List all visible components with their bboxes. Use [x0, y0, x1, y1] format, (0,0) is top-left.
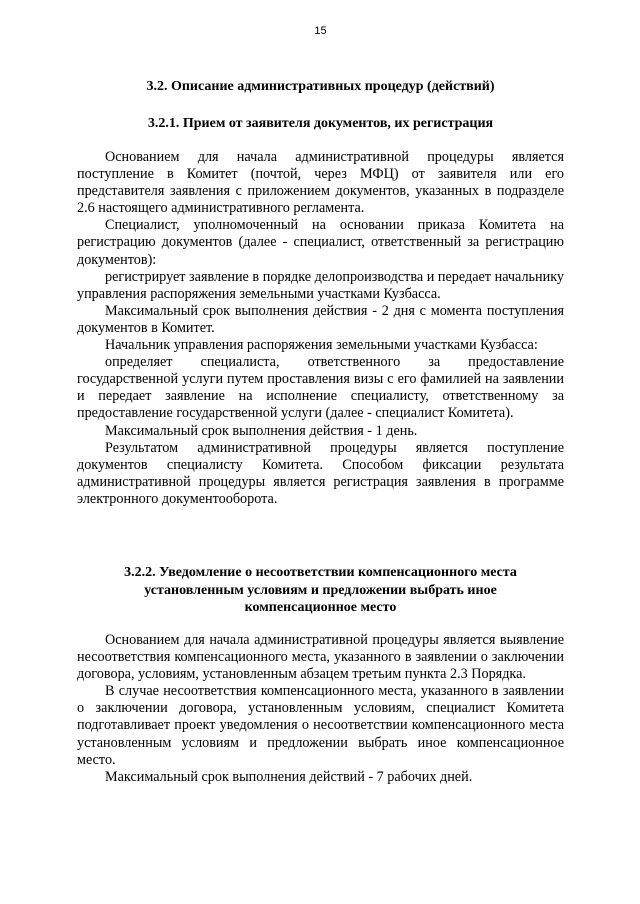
document-page — [77, 0, 564, 904]
heading-line: 3.2.2. Уведомление о несоответствии компенсационного места — [124, 565, 517, 580]
paragraph: Начальник управления распоряжения земельными участками Кузбасса: — [105, 337, 538, 354]
paragraph: Результатом административной процедуры является поступление документов специалисту Комитета. Способом фиксации результата административной процедуры является регистрация заявления в программе электронного документооборота. — [77, 439, 564, 507]
paragraph: Максимальный срок выполнения действия - 2 дня с момента поступления документов в Комитет. — [77, 302, 564, 336]
paragraph: Основанием для начала административной процедуры является поступление в Комитет (почтой, через МФЦ) от заявителя или его представителя заявления с приложением документов, указанных в подразделе 2.6 настоящего административного регламента. — [77, 149, 564, 217]
paragraph: Максимальный срок выполнения действия - 1 день. — [105, 422, 418, 439]
section-3-2-2-body — [77, 632, 564, 786]
page-number: 15 — [314, 25, 327, 37]
section-3-2-1-body — [77, 149, 564, 508]
section-3-2-1-heading: 3.2.1. Прием от заявителя документов, их регистрация — [147, 116, 494, 131]
paragraph: регистрирует заявление в порядке делопроизводства и передает начальнику управления распоряжения земельными участками Кузбасса. — [77, 268, 564, 302]
section-3-2-heading: 3.2. Описание административных процедур (действий) — [146, 79, 495, 94]
heading-line: установленным условиям и предложении выбрать иное — [144, 582, 497, 598]
paragraph: Максимальный срок выполнения действий - 7 рабочих дней. — [105, 768, 473, 785]
section-3-2-2-heading — [77, 564, 564, 617]
paragraph: определяет специалиста, ответственного за предоставление государственной услуги путем проставления визы с его фамилией на заявлении и передает заявление на исполнение специалисту, ответственному за предоставление государственной услуги (далее - специалист Комитета). — [77, 354, 564, 422]
paragraph: Основанием для начала административной процедуры является выявление несоответствия компенсационного места, указанного в заявлении о заключении договора, условиям, установленным абзацем третьим пункта 2.3 Порядка. — [77, 632, 564, 683]
heading-line: компенсационное место — [244, 600, 397, 615]
paragraph: Специалист, уполномоченный на основании приказа Комитета на регистрацию документов (далее - специалист, ответственный за регистрацию документов): — [77, 217, 564, 268]
paragraph: В случае несоответствия компенсационного места, указанного в заявлении о заключении договора, установленным условиям, специалист Комитета подготавливает проект уведомления о несоответствии компенсационного места установленным условиям и предложении выбрать иное компенсационное место. — [77, 683, 564, 768]
